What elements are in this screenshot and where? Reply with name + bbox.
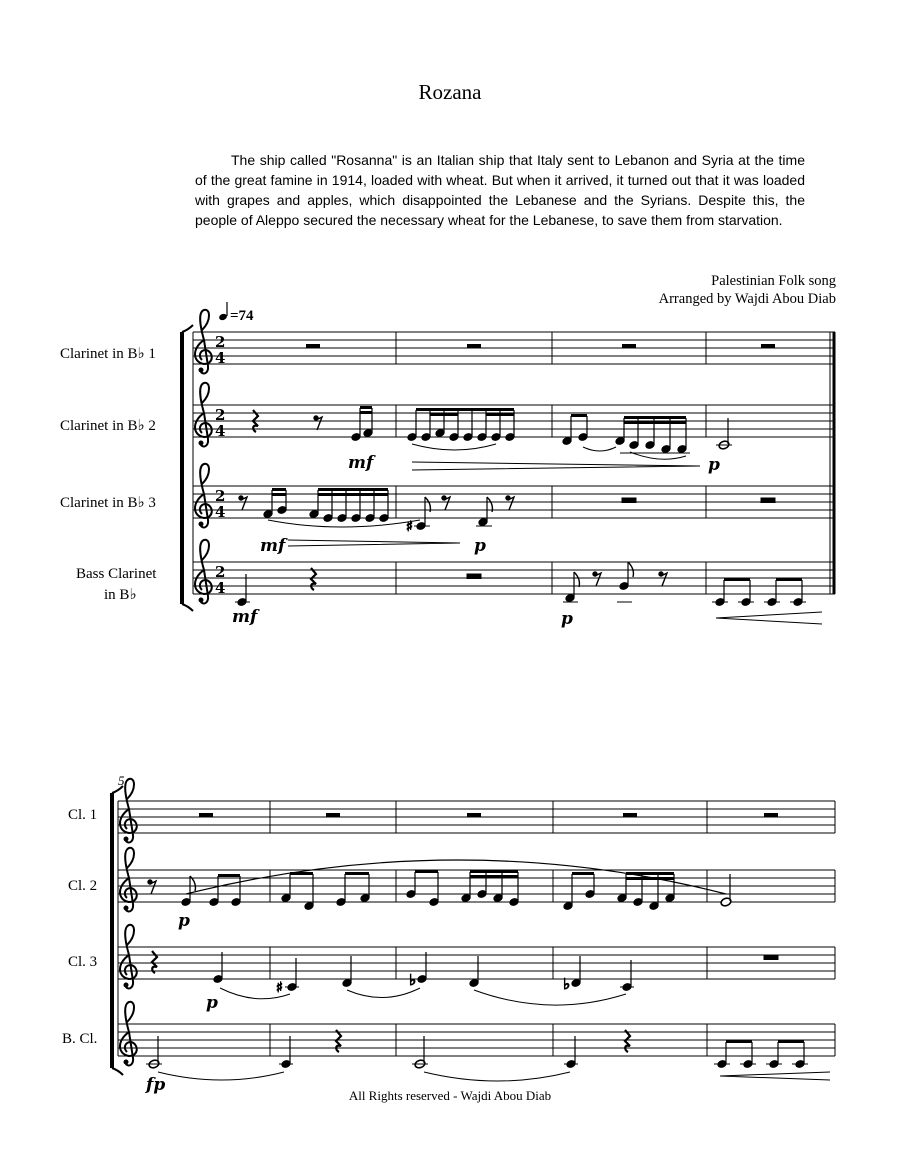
clefs-system-1 <box>195 310 212 604</box>
instrument-label-cl3: Clarinet in B♭ 3 <box>60 495 156 511</box>
score-title: Rozana <box>418 80 482 104</box>
svg-text:♯: ♯ <box>406 519 413 535</box>
origin-credit: Palestinian Folk song <box>711 273 836 289</box>
dynamic-cl3-mf: mf <box>260 536 286 556</box>
tempo-text: =74 <box>230 308 254 324</box>
dynamic-cl2-mf: mf <box>348 453 374 473</box>
cl3-notes <box>239 488 775 535</box>
instrument-label-cl1-short: Cl. 1 <box>68 807 98 823</box>
tempo-marking <box>218 302 254 324</box>
instrument-label-cl3-short: Cl. 3 <box>68 954 98 970</box>
svg-text:2: 2 <box>215 563 226 581</box>
clefs-system-2 <box>120 779 137 1066</box>
dynamic-cl3-p: p <box>474 536 486 556</box>
cl3-notes-sys2 <box>152 951 778 996</box>
svg-text:4: 4 <box>215 503 226 521</box>
cl2-phrasing <box>412 444 700 470</box>
instrument-label-bcl-2: in B♭ <box>104 587 137 603</box>
arranger-credit: Arranged by Wajdi Abou Diab <box>658 291 836 307</box>
dynamic-cl2-sys2-p: p <box>178 911 190 931</box>
svg-text:4: 4 <box>215 579 226 597</box>
svg-text:4: 4 <box>215 422 226 440</box>
dynamic-bcl-p: p <box>561 609 573 629</box>
dynamic-bcl-sys2-fp: fp <box>146 1075 166 1095</box>
instrument-label-bcl: Bass Clarinet <box>76 566 157 582</box>
dynamic-bcl-mf: mf <box>232 607 258 627</box>
staff-cl3 <box>193 486 835 518</box>
dynamic-cl3-sys2-p: p <box>206 993 218 1013</box>
time-signatures <box>215 333 225 597</box>
instrument-label-cl2-short: Cl. 2 <box>68 878 98 894</box>
instrument-label-bcl-short: B. Cl. <box>62 1031 98 1047</box>
copyright-footer: All Rights reserved - Wajdi Abou Diab <box>348 1088 552 1103</box>
bcl-notes-sys2 <box>146 1030 808 1069</box>
bcl-notes <box>235 562 806 606</box>
staff-cl1 <box>193 332 835 364</box>
svg-text:2: 2 <box>215 333 226 351</box>
cl3-phrasing <box>268 520 460 546</box>
instrument-label-cl1: Clarinet in B♭ 1 <box>60 346 156 362</box>
cl2-long-slur <box>186 860 726 894</box>
svg-text:♭: ♭ <box>409 971 417 989</box>
dynamic-cl2-p: p <box>708 455 720 475</box>
barlines-system-2 <box>118 801 835 1056</box>
measure-number: 5 <box>118 773 125 788</box>
instrument-label-cl2: Clarinet in B♭ 2 <box>60 418 156 434</box>
svg-text:4: 4 <box>215 349 226 367</box>
svg-text:2: 2 <box>215 487 226 505</box>
svg-text:♯: ♯ <box>276 980 283 996</box>
system-2 <box>62 773 835 1095</box>
svg-text:♭: ♭ <box>563 975 571 993</box>
bcl-slurs-sys2 <box>158 1072 830 1081</box>
song-description: The ship called "Rosanna" is an Italian ship that Italy sent to Lebanon and Syria at the time of the great famine in 1914, loaded with wheat. But when it arrived, it turned out that it was loaded with grapes and apples, which disappointed the Lebanese and the Syrians. Despite this, the people of Aleppo secured the necessary wheat for the Lebanese, to save them from starvation. <box>195 152 805 228</box>
svg-text:2: 2 <box>215 406 226 424</box>
system-1 <box>60 302 835 629</box>
staves-system-2 <box>118 801 835 1056</box>
bcl-hairpin <box>716 612 822 624</box>
